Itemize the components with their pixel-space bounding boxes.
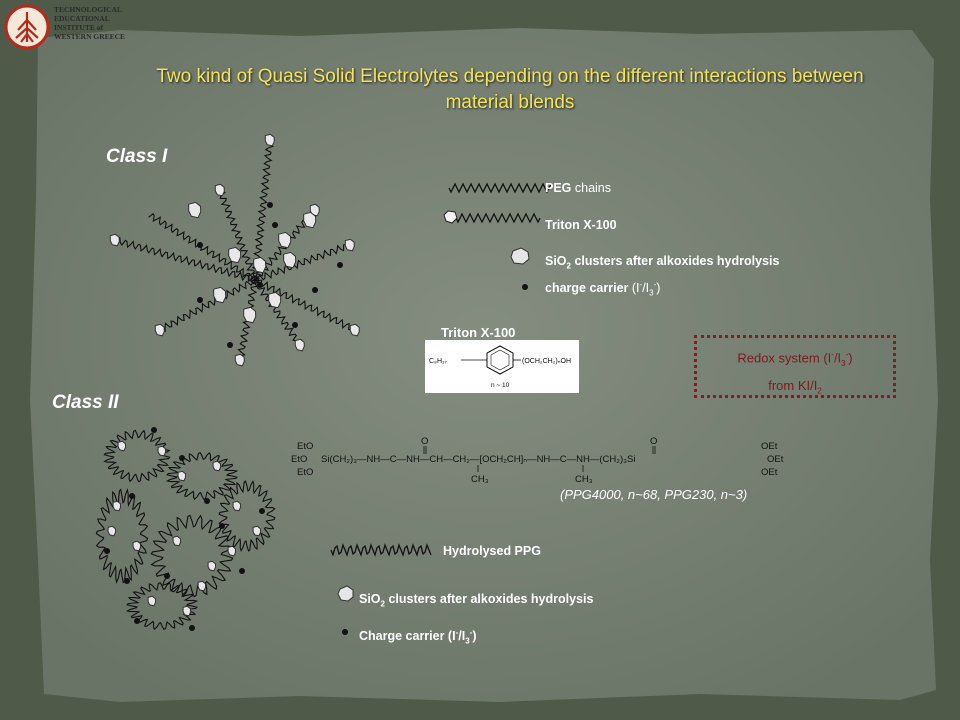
formula-right-top: OEt: [761, 441, 778, 452]
sio2-cluster: [133, 541, 141, 551]
title-line-1: Two kind of Quasi Solid Electrolytes depending on the different interactions between: [156, 66, 864, 87]
legend-peg-bold: PEG: [545, 181, 572, 195]
legend-sio2-sub: 2: [566, 261, 571, 271]
sio2-cluster-icon-2: [336, 585, 356, 603]
sio2-cluster: [228, 546, 236, 556]
formula-right-mid: OEt: [767, 454, 784, 465]
legend-sio2-class2: [359, 592, 593, 609]
charge-carrier: [227, 342, 233, 348]
hydrolysed-ppg-icon: [327, 542, 437, 558]
carrier-sup2: -: [653, 280, 657, 289]
sio2-cluster: [214, 287, 226, 302]
triton-right-group: (OCH₂CH₂)ₙOH: [522, 358, 572, 365]
redox-l2-sub: 2: [817, 386, 822, 396]
legend-sio2-post: clusters after alkoxides hydrolysis: [571, 254, 780, 268]
charge-carrier: [151, 427, 157, 433]
institute-name: [54, 5, 125, 41]
charge-carrier: [259, 508, 265, 514]
triton-headgroup: [295, 339, 304, 351]
legend2-carrier-close: ): [472, 629, 477, 644]
ppg-loop: [167, 453, 237, 500]
sio2-cluster: [178, 471, 186, 481]
logo-line-1: TECHNOLOGICAL: [54, 5, 122, 14]
charge-carrier: [272, 222, 278, 228]
triton-headgroup: [155, 324, 164, 336]
sio2-cluster: [173, 536, 181, 546]
charge-carrier: [204, 498, 210, 504]
charge-carrier: [189, 625, 195, 631]
charge-carrier: [219, 523, 225, 529]
sio2-cluster: [254, 257, 266, 272]
charge-carrier: [104, 548, 110, 554]
sio2-cluster: [158, 446, 166, 456]
sio2-cluster: [148, 596, 156, 606]
charge-carrier: [312, 287, 318, 293]
triton-headgroup: [235, 354, 244, 366]
triton-structure-box: [425, 340, 579, 393]
class-2-label: Class II: [52, 392, 119, 413]
sio2-cluster: [269, 292, 281, 307]
legend-carrier-formula: [631, 280, 661, 298]
redox-l1-post: ): [848, 350, 853, 366]
sio2-cluster: [198, 581, 206, 591]
triton-headgroup: [345, 239, 354, 251]
title-line-2: material blends: [445, 92, 575, 113]
sio2-cluster: [233, 501, 241, 511]
sio2-cluster: [284, 252, 296, 267]
sio2-cluster: [208, 561, 216, 571]
charge-carrier: [197, 242, 203, 248]
redox-l1-sub: 3: [841, 358, 846, 368]
sio2-cluster: [229, 247, 241, 262]
legend2-carrier-pre: Charge carrier (I: [359, 629, 456, 644]
ppg-loop: [219, 481, 275, 551]
sio2-cluster: [279, 232, 291, 247]
peg-chain-icon: [445, 180, 555, 196]
legend-hydrolysed-ppg: Hydrolysed PPG: [443, 544, 541, 558]
ppg-loop: [104, 430, 169, 481]
formula-left-top: EtO: [297, 441, 314, 452]
sio2-cluster: [189, 202, 201, 217]
sio2-cluster: [183, 606, 191, 616]
triton-chain: [253, 280, 300, 347]
triton-n-label: n ~ 10: [491, 382, 510, 389]
logo-line-4: WESTERN GREECE: [54, 32, 126, 41]
logo-line-3: INSTITUTE of: [54, 23, 103, 32]
institute-logo-icon: [4, 2, 50, 52]
legend-charge-carrier-class2: [359, 628, 477, 646]
triton-headgroup: [350, 324, 359, 336]
charge-carrier: [129, 493, 135, 499]
legend2-carrier-sup2: -: [469, 628, 473, 637]
legend-sio2-pre: SiO: [545, 254, 567, 268]
triton-headgroup: [265, 134, 274, 146]
sio2-cluster: [118, 441, 126, 451]
charge-carrier-dot-icon: [520, 282, 530, 292]
redox-system-box: [694, 335, 896, 398]
triton-chain: [255, 244, 350, 282]
legend-peg-rest: chains: [571, 181, 612, 195]
redox-l1-sup1: -: [831, 350, 834, 359]
sio2-cluster: [304, 212, 316, 227]
triton-left-group: C₈H₁₇: [429, 358, 447, 365]
carrier-paren: (I: [631, 281, 640, 296]
sio2-cluster: [244, 307, 256, 322]
sio2-cluster: [213, 461, 221, 471]
redox-line-2: [697, 375, 893, 403]
legend2-carrier-slash: /I: [458, 629, 466, 644]
redox-l2-pre: from KI/I: [768, 377, 818, 393]
redox-l1-sup2: -: [845, 350, 849, 359]
charge-carrier: [239, 568, 245, 574]
formula-main-chain: Si(CH₂)₃—NH—C—NH—CH—CH₂—[OCH₂CH]ₙ—NH—C—NH—(CH₂)₃Si: [321, 454, 636, 465]
carrier-slash: /I: [642, 281, 650, 296]
ppg-loop: [96, 490, 147, 583]
triton-chain: [159, 278, 255, 331]
legend2-sio2-post: clusters after alkoxides hydrolysis: [385, 592, 594, 606]
redox-l1-mid: /I: [833, 350, 842, 366]
formula-left-bot: EtO: [297, 467, 314, 478]
legend-triton: Triton X-100: [545, 218, 617, 232]
charge-carrier: [197, 297, 203, 303]
legend2-sio2-pre: SiO: [359, 592, 381, 606]
formula-methyl-2: CH₃: [575, 474, 593, 485]
carrier-sub: 3: [649, 288, 654, 298]
redox-line-1: [697, 344, 893, 375]
formula-methyl-1: CH₃: [471, 474, 489, 485]
sio2-cluster: [108, 526, 116, 536]
ppg-formula-note: (PPG4000, n~68, PPG230, n~3): [560, 487, 748, 502]
carrier-sup1: -: [639, 280, 643, 289]
class-1-label: Class I: [106, 146, 168, 167]
formula-carbonyl-o-1: O: [421, 436, 429, 447]
formula-right-bot: OEt: [761, 467, 778, 478]
sio2-cluster-icon: [508, 246, 532, 266]
charge-carrier: [124, 578, 130, 584]
charge-carrier: [292, 322, 298, 328]
triton-structure-title: Triton X-100: [441, 325, 516, 340]
triton-chain-icon: [428, 206, 543, 228]
sio2-cluster: [253, 526, 261, 536]
formula-carbonyl-o-2: O: [650, 436, 658, 447]
legend2-carrier-sub: 3: [465, 636, 470, 646]
charge-carrier: [267, 202, 273, 208]
charge-carrier: [257, 282, 263, 288]
charge-carrier: [179, 455, 185, 461]
charge-carrier: [134, 618, 140, 624]
triton-structure-drawing: [425, 340, 579, 393]
charge-carrier-dot-icon-2: [340, 627, 350, 637]
slide-title: [80, 64, 940, 116]
charge-carrier: [337, 262, 343, 268]
redox-l1-pre: Redox system (I: [737, 350, 832, 366]
legend2-sio2-sub: 2: [380, 599, 385, 609]
legend-carrier-bold: charge carrier: [545, 281, 629, 296]
class-1-structure-diagram: [100, 120, 400, 370]
class-2-network-diagram: [92, 406, 292, 646]
legend-charge-carrier: [545, 280, 660, 298]
carrier-close: ): [656, 281, 661, 296]
legend2-carrier-sup1: -: [455, 628, 459, 637]
triton-headgroup: [110, 234, 119, 246]
triton-headgroup: [215, 184, 224, 196]
charge-carrier: [164, 573, 170, 579]
formula-left-mid: EtO: [291, 454, 308, 465]
legend-sio2: [545, 254, 779, 271]
legend-peg-chains: [545, 181, 611, 195]
logo-line-2: EDUCATIONAL: [54, 14, 110, 23]
sio2-cluster: [113, 501, 121, 511]
